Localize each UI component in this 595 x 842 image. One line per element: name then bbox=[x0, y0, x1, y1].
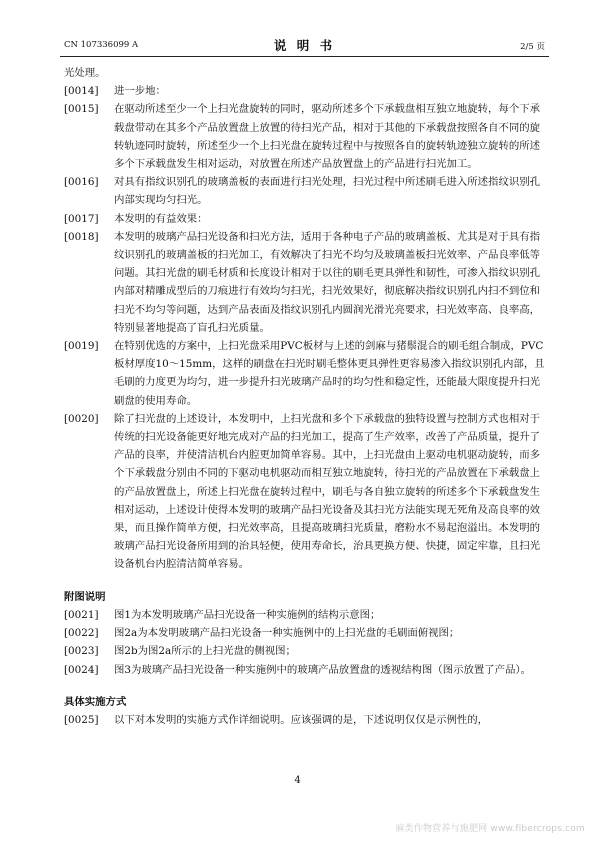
paragraph-text: 进一步地： bbox=[114, 85, 166, 98]
paragraph-tag: [0019] bbox=[64, 340, 99, 353]
paragraph-text: 图3为玻璃产品扫光设备一种实施例中的玻璃产品放置盘的透视结构图（图示放置了产品）。 bbox=[114, 663, 532, 676]
paragraph-text: 本发明的玻璃产品扫光设备和扫光方法，适用于各种电子产品的玻璃盖板、尤其是对于具有指纹识别孔的玻璃盖板的扫光加工，有效解决了扫光不均匀及玻璃盖板扫光效率、产品良率低等问题。其扫光盘的刷毛材质和长度设计相对于以往的刷毛更具弹性和韧性，可渗入指纹识别孔内部对精雕成型后的刀痕进行有效均匀扫光，扫光效果好，彻底解决指纹识别孔内扫不到位和扫光不均匀等问题，达到产品表面及指纹识别孔内圆润光滑光亮要求，扫光效率高、良率高，特别显著地提高了盲孔扫光质量。 bbox=[114, 230, 541, 334]
paragraph-tag: [0016] bbox=[64, 176, 99, 189]
paragraph-text: 光处理。 bbox=[64, 67, 106, 79]
paragraph-tag: [0022] bbox=[64, 627, 99, 640]
page-number: 4 bbox=[294, 775, 301, 786]
paragraph-text: 本发明的有益效果： bbox=[114, 212, 208, 225]
paragraph-tag: [0023] bbox=[64, 645, 99, 658]
paragraph-tag: [0018] bbox=[64, 230, 99, 243]
paragraph bbox=[64, 410, 545, 574]
paragraph bbox=[64, 642, 545, 660]
paragraph-text: 在特别优选的方案中，上扫光盘采用PVC板材与上述的剑麻与猪鬃混合的刷毛组合制成，PVC板材厚度10～15mm，这样的刷盘在扫光时刷毛整体更具弹性更容易渗入指纹识别孔内部，且毛刷的力度更为均匀，进一步提升扫光玻璃产品时的均匀性和稳定性，还能最大限度提升扫光刷盘的使用寿命。 bbox=[114, 340, 545, 407]
paragraph-text: 除了扫光盘的上述设计，本发明中，上扫光盘和多个下承载盘的独特设置与控制方式也相对于传统的扫光设备能更好地完成对产品的扫光加工，提高了生产效率，改善了产品质量，提升了产品的良率，并使清洁机台内腔更加简单容易。其中，上扫光盘由上驱动电机驱动旋转，而多个下承载盘分别由不同的下驱动电机驱动而相互独立地旋转，待扫光的产品放置在下承载盘上的产品放置盘上，所述上扫光盘在旋转过程中，刷毛与各自独立旋转的所述多个下承载盘发生相对运动，上述设计使得本发明的玻璃产品扫光设备及其扫光方法能实现无死角及高良率的效果，而且操作简单方便，扫光效率高，且提高玻璃扫光质量，磨粉水不易起泡溢出。本发明的玻璃产品扫光设备所用到的治具轻便，使用寿命长，治具更换方便、快捷，固定牢靠，且扫光设备机台内腔清洁简单容易。 bbox=[114, 412, 541, 571]
paragraph bbox=[64, 711, 545, 729]
paragraph bbox=[64, 210, 545, 228]
paragraph-tag: [0024] bbox=[64, 663, 99, 676]
paragraph-tag: [0017] bbox=[64, 212, 99, 225]
page-header bbox=[60, 36, 549, 52]
paragraph-tag: [0025] bbox=[64, 713, 99, 726]
paragraph bbox=[64, 624, 545, 642]
paragraph bbox=[64, 100, 545, 173]
paragraph-text: 在驱动所述至少一个上扫光盘旋转的同时，驱动所述多个下承载盘相互独立地旋转，每个下承载盘带动在其多个产品放置盘上放置的待扫光产品，相对于其他的下承载盘按照各自不同的旋转轨迹同时旋转，所述至少一个上扫光盘在旋转过程中与按照各自的旋转轨迹独立旋转的所述多个下承载盘发生相对运动，对放置在所述产品放置盘上的产品进行扫光加工。 bbox=[114, 103, 541, 171]
paragraph bbox=[64, 337, 545, 410]
paragraph bbox=[64, 606, 545, 624]
paragraph-text: 以下对本发明的实施方式作详细说明。应该强调的是，下述说明仅仅是示例性的， bbox=[114, 713, 489, 726]
paragraph-tag: [0014] bbox=[64, 85, 99, 98]
paragraph bbox=[64, 661, 545, 679]
paragraph bbox=[64, 228, 545, 337]
paragraph-text: 图2a为本发明玻璃产品扫光设备一种实施例中的上扫光盘的毛刷面俯视图； bbox=[114, 627, 460, 640]
paragraph-tag: [0021] bbox=[64, 608, 99, 621]
page-info: 2/5 页 bbox=[520, 42, 545, 52]
section-heading-figures: 附图说明 bbox=[64, 590, 106, 603]
paragraph-text: 对具有指纹识别孔的玻璃盖板的表面进行扫光处理，扫光过程中所述刷毛进入所述指纹识别孔内部实现均匀扫光。 bbox=[114, 176, 541, 207]
document-body bbox=[64, 64, 545, 729]
paragraph-text: 图1为本发明玻璃产品扫光设备一种实施例的结构示意图； bbox=[114, 608, 381, 621]
patent-number: CN 107336099 A bbox=[64, 40, 139, 50]
paragraph bbox=[64, 173, 545, 209]
header-rule bbox=[60, 56, 549, 57]
paragraph-tag: [0020] bbox=[64, 412, 99, 425]
paragraph bbox=[64, 64, 545, 82]
paragraph-tag: [0015] bbox=[64, 103, 99, 116]
site-watermark: 麻类作物营养与施肥网 www.fibercrops.com bbox=[395, 824, 585, 834]
section-heading-embodiment: 具体实施方式 bbox=[64, 695, 127, 708]
document-type-title: 说 明 书 bbox=[273, 38, 336, 53]
paragraph-text: 图2b为图2a所示的上扫光盘的侧视图； bbox=[114, 645, 296, 658]
paragraph bbox=[64, 82, 545, 100]
